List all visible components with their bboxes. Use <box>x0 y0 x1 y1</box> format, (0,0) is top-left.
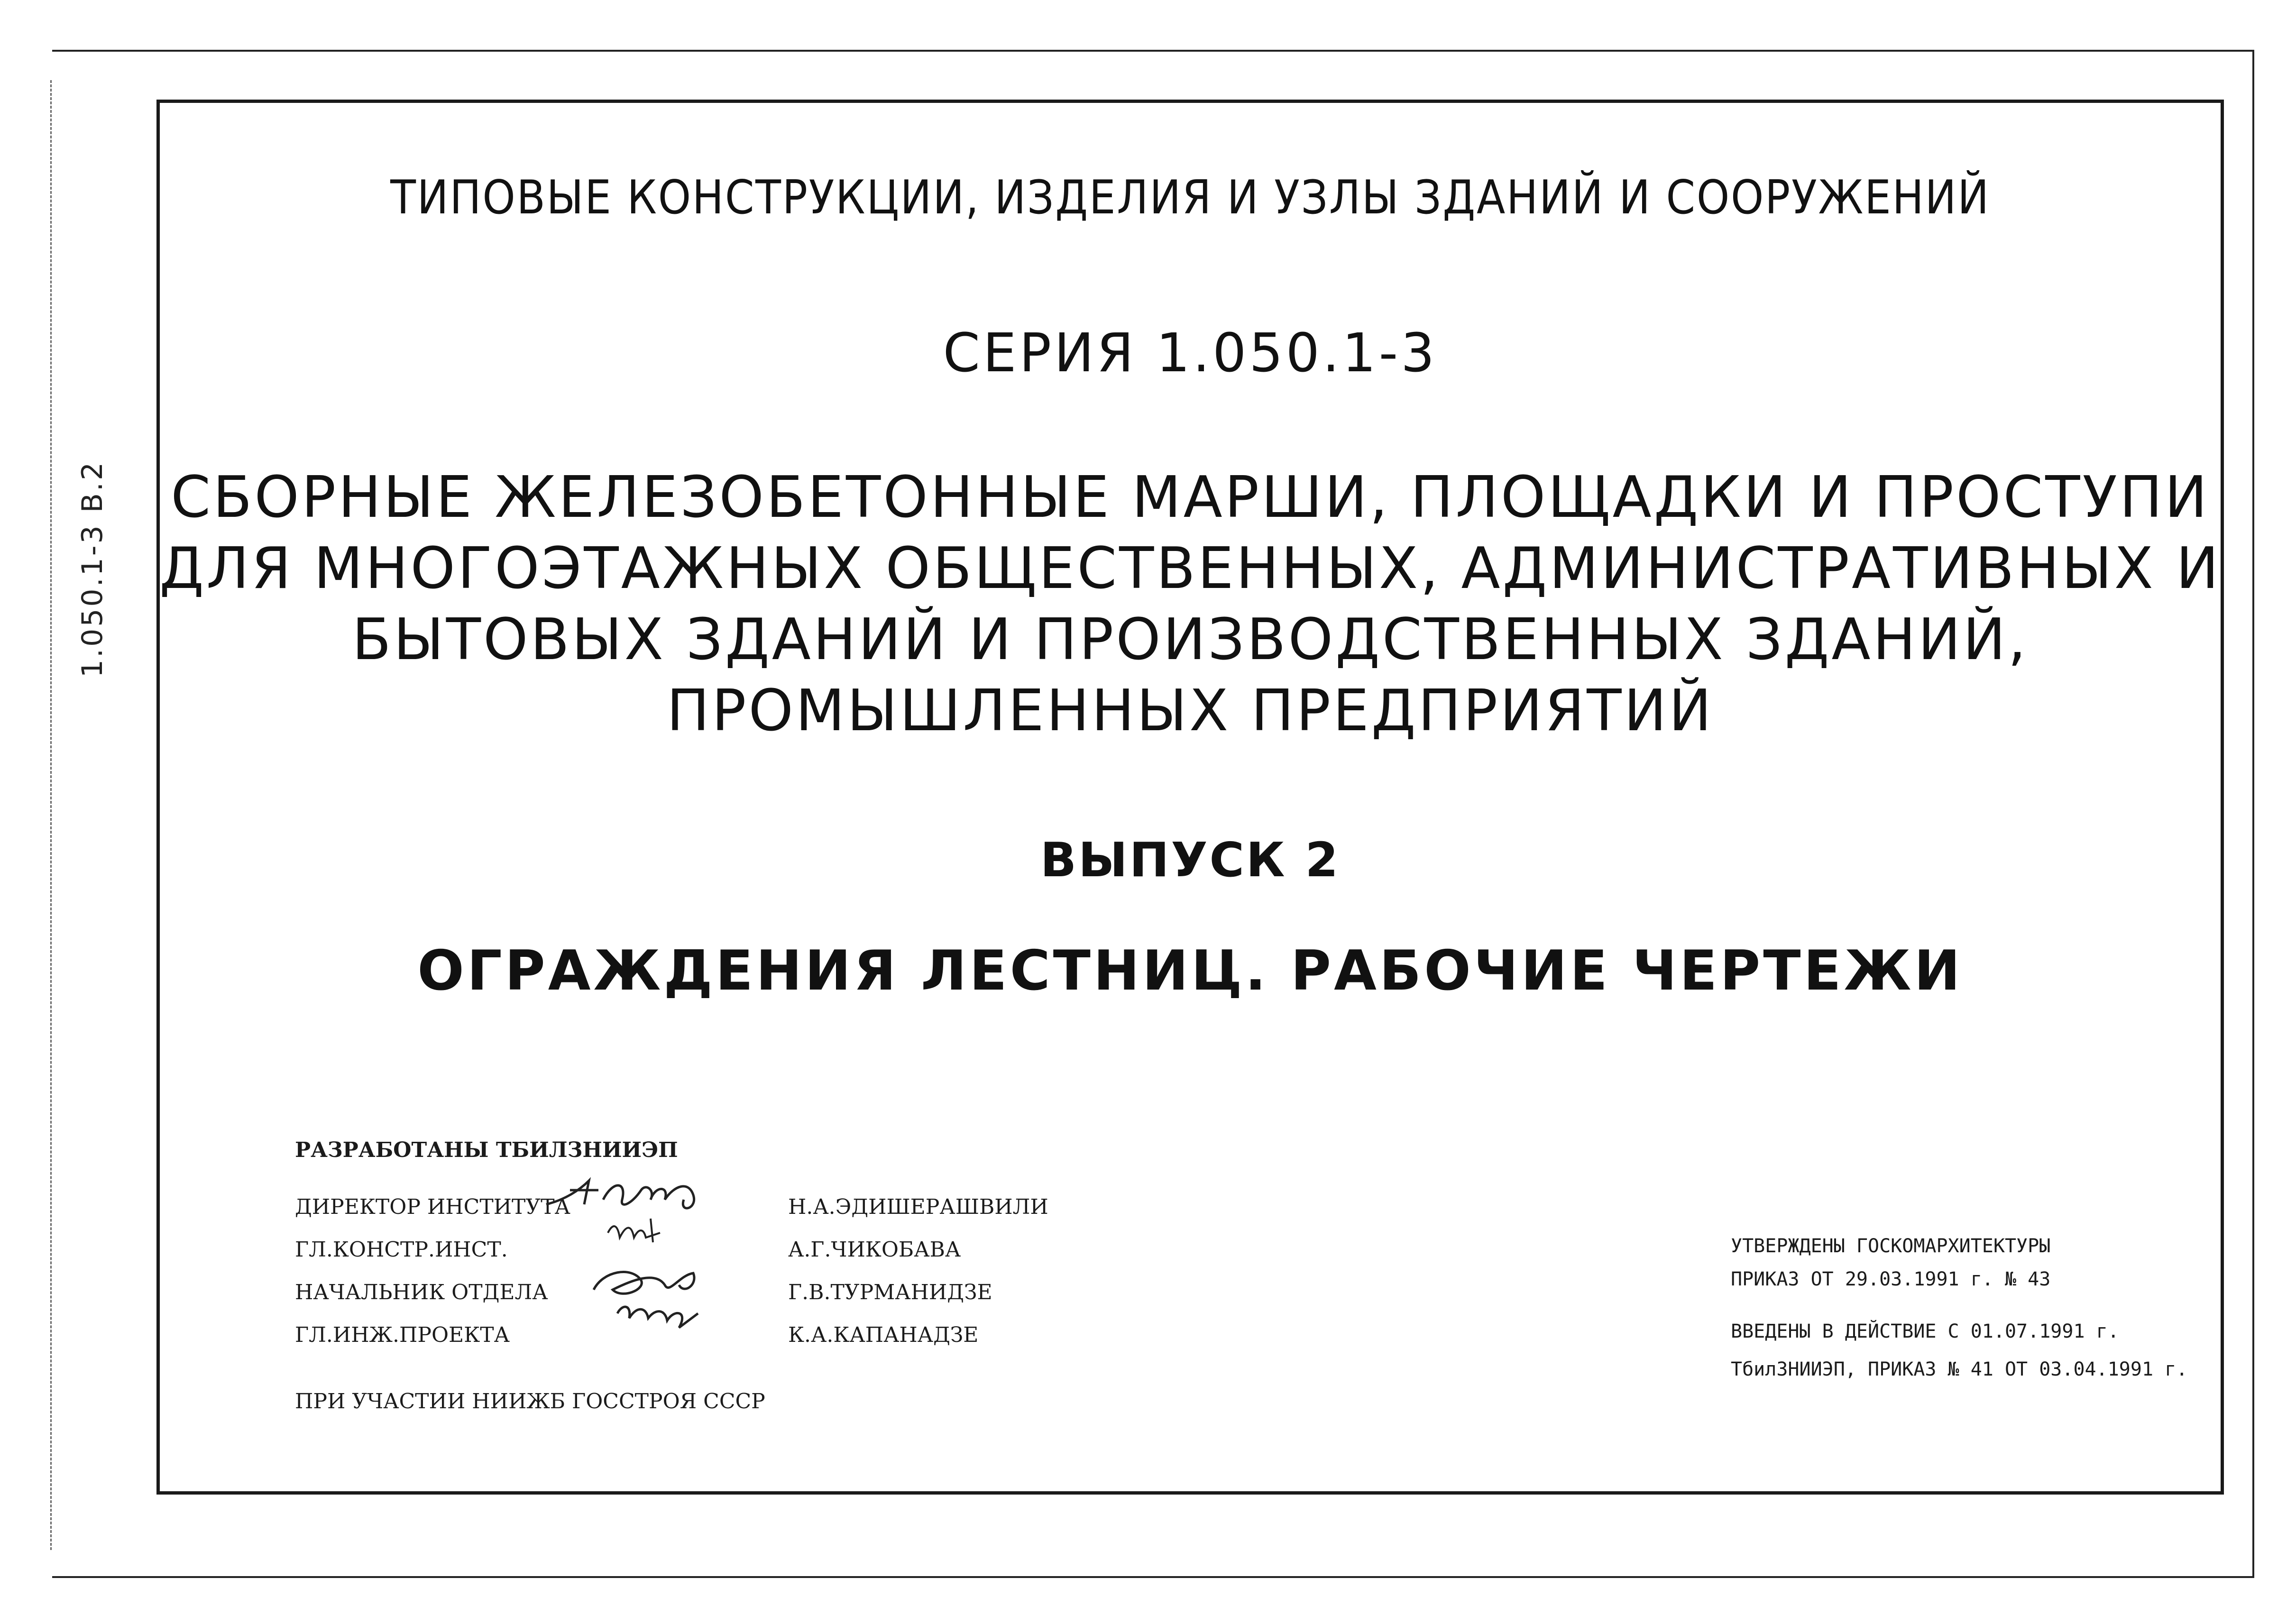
credit-name: К.А.КАПАНАДЗЕ <box>788 1323 979 1347</box>
participation-note: ПРИ УЧАСТИИ НИИЖБ ГОССТРОЯ СССР <box>295 1389 765 1413</box>
issue-number: ВЫПУСК 2 <box>1040 832 1341 888</box>
credit-name: Н.А.ЭДИШЕРАШВИЛИ <box>788 1195 1048 1219</box>
approval-line: ТбилЗНИИЭП, ПРИКАЗ № 41 ОТ 03.04.1991 г. <box>1731 1358 2188 1380</box>
part-title: ОГРАЖДЕНИЯ ЛЕСТНИЦ. РАБОЧИЕ ЧЕРТЕЖИ <box>417 939 1963 1003</box>
credit-name: А.Г.ЧИКОБАВА <box>788 1238 961 1262</box>
approval-line: УТВЕРЖДЕНЫ ГОСКОМАРХИТЕКТУРЫ <box>1731 1235 2051 1257</box>
credit-name: Г.В.ТУРМАНИДЗЕ <box>788 1280 992 1304</box>
title-line: БЫТОВЫХ ЗДАНИЙ И ПРОИЗВОДСТВЕННЫХ ЗДАНИЙ, <box>352 607 2029 673</box>
credit-role: ГЛ.ИНЖ.ПРОЕКТА <box>295 1323 510 1347</box>
approval-line: ВВЕДЕНЫ В ДЕЙСТВИЕ С 01.07.1991 г. <box>1731 1321 2119 1342</box>
side-document-code: 1.050.1-3 В.2 <box>76 460 109 678</box>
credit-role: ДИРЕКТОР ИНСТИТУТА <box>295 1195 570 1219</box>
approval-line: ПРИКАЗ ОТ 29.03.1991 г. № 43 <box>1731 1268 2051 1290</box>
header-line: ТИПОВЫЕ КОНСТРУКЦИИ, ИЗДЕЛИЯ И УЗЛЫ ЗДАНИЙ И СООРУЖЕНИЙ <box>390 171 1990 225</box>
series-number: СЕРИЯ 1.050.1-3 <box>943 322 1438 384</box>
handwritten-signatures <box>537 1171 821 1342</box>
credit-role: ГЛ.КОНСТР.ИНСТ. <box>295 1238 508 1262</box>
title-line: СБОРНЫЕ ЖЕЛЕЗОБЕТОННЫЕ МАРШИ, ПЛОЩАДКИ И ПРОСТУПИ <box>171 465 2210 531</box>
credit-role: НАЧАЛЬНИК ОТДЕЛА <box>295 1280 548 1304</box>
title-line: ДЛЯ МНОГОЭТАЖНЫХ ОБЩЕСТВЕННЫХ, АДМИНИСТРАТИВНЫХ И <box>159 536 2221 602</box>
developed-by: РАЗРАБОТАНЫ ТБИЛЗНИИЭП <box>295 1138 678 1162</box>
binding-edge-line <box>50 80 52 1550</box>
title-line: ПРОМЫШЛЕННЫХ ПРЕДПРИЯТИЙ <box>666 678 1714 744</box>
